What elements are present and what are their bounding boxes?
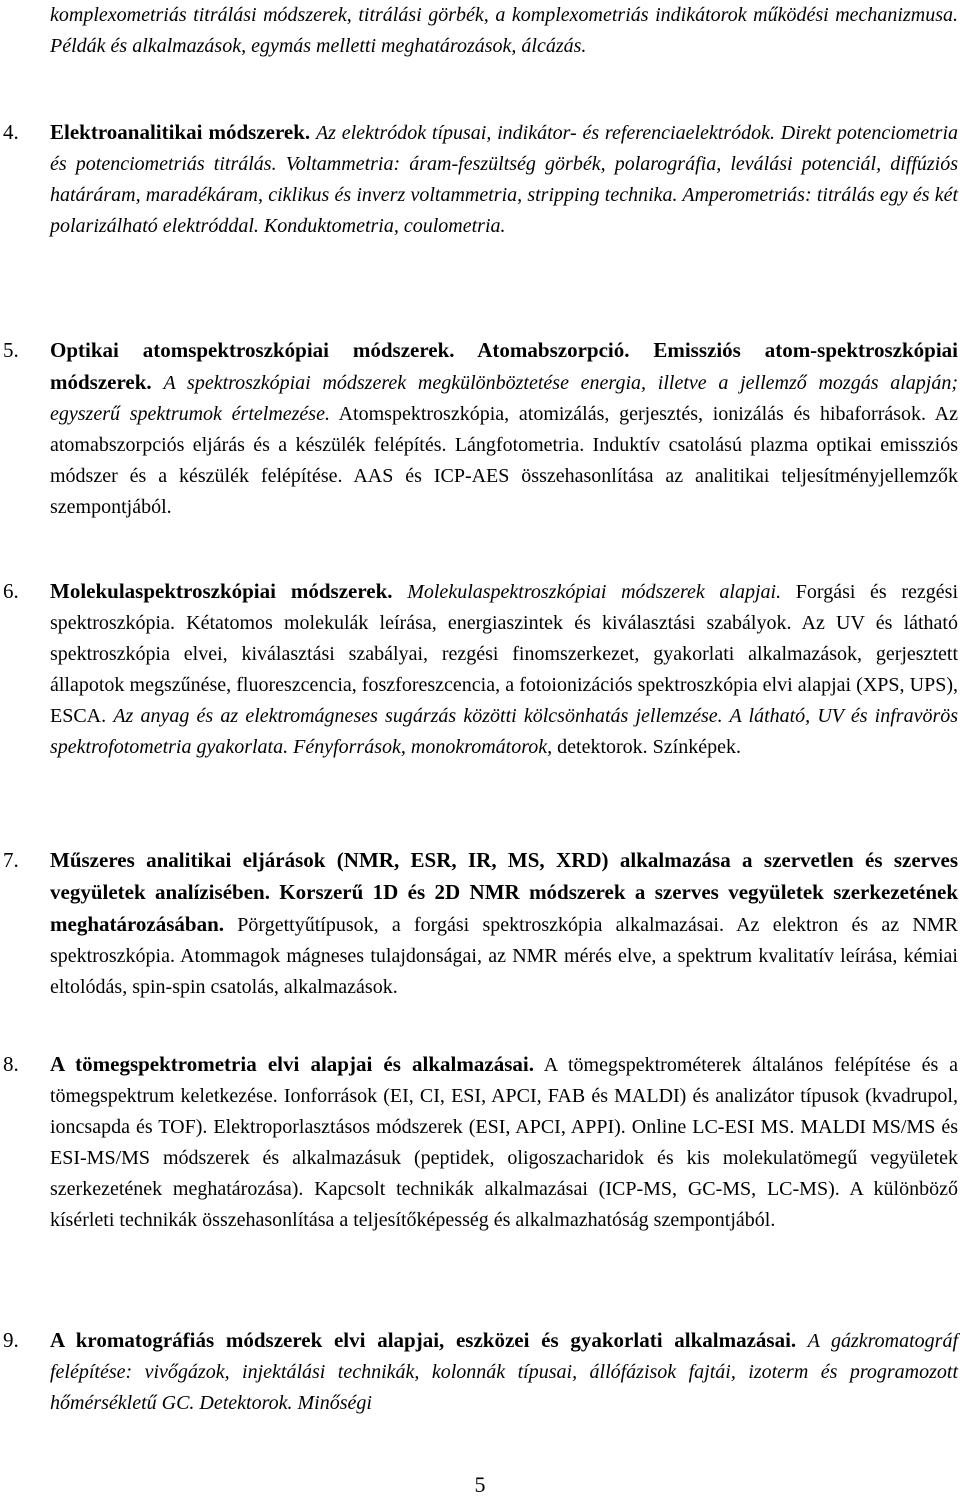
section-heading: Elektroanalitikai módszerek.	[50, 120, 311, 144]
intro-text: komplexometriás titrálási módszerek, titrálási görbék, a komplexometriás indikátorok működési mechanizmusa. Példák és alkalmazások, egymás melletti meghatározások, álcázás.	[50, 4, 958, 57]
section-7	[0, 845, 960, 1003]
page-number: 5	[474, 1472, 486, 1497]
section-8	[0, 1049, 960, 1236]
section-description-italic: Molekulaspektroszkópiai módszerek alapjai.	[407, 581, 782, 603]
section-heading: Optikai atomspektroszkópiai módszerek. Atomabszorpció. Emissziós atom-spektroszkópiai módszerek.	[50, 338, 958, 394]
section-description-2: detektorok. Színképek.	[557, 736, 741, 758]
section-6	[0, 576, 960, 763]
section-description: Atomspektroszkópia, atomizálás, gerjesztés, ionizálás és hibaforrások. Az atomabszorpciós eljárás és a készülék felépítés. Lángfotometria. Induktív csatolású plazma optikai emissziós módszer és a készülék felépítése. AAS és ICP-AES összehasonlítása az analitikai teljesítményjellemzők szempontjából.	[50, 403, 958, 518]
section-number: 4.	[3, 120, 19, 144]
section-9	[0, 1325, 960, 1419]
section-4	[0, 117, 960, 242]
section-number: 6.	[3, 579, 19, 603]
section-number: 8.	[3, 1052, 19, 1076]
section-number: 9.	[3, 1328, 19, 1352]
section-heading: Molekulaspektroszkópiai módszerek.	[50, 579, 393, 603]
section-description: Pörgettyűtípusok, a forgási spektroszkópia alkalmazásai. Az elektron és az NMR spektroszkópia. Atommagok mágneses tulajdonságai, az NMR mérés elve, a spektrum kvalitatív leírása, kémiai eltolódás, spin-spin csatolás, alkalmazások.	[50, 914, 959, 998]
section-5	[0, 335, 960, 523]
section-number: 7.	[3, 848, 19, 872]
section-description: A gázkromatográf felépítése: vivőgázok, injektálási technikák, kolonnák típusai, állófázisok fajtái, izoterm és programozott hőmérsékletű GC. Detektorok. Minőségi	[50, 1330, 958, 1414]
section-heading: A tömegspektrometria elvi alapjai és alkalmazásai.	[50, 1052, 534, 1076]
section-description: Forgási és rezgési spektroszkópia. Kétatomos molekulák leírása, energiaszintek és kiválasztási szabályok. Az UV és látható spektroszkópia elvei, kiválasztási szabályai, rezgési finomszerkezet, gyakorlati alkalmazások, gerjesztett állapotok megszűnése, fluoreszcencia, foszforeszcencia, a fotoionizációs spektroszkópia elvi alapjai (XPS, UPS), ESCA.	[50, 581, 959, 727]
intro-paragraph	[0, 0, 960, 62]
section-description-italic: A spektroszkópiai módszerek megkülönböztetése energia, illetve a jellemző mozgás alapján; egyszerű spektrumok értelmezése.	[50, 372, 959, 425]
section-number: 5.	[3, 338, 19, 362]
section-heading: A kromatográfiás módszerek elvi alapjai, eszközei és gyakorlati alkalmazásai.	[50, 1328, 797, 1352]
section-description: A tömegspektrométerek általános felépítése és a tömegspektrum keletkezése. Ionforrások (EI, CI, ESI, APCI, FAB és MALDI) és analizátor típusok (kvadrupol, ioncsapda és TOF). Elektroporlasztásos módszerek (ESI, APCI, APPI). Online LC-ESI MS. MALDI MS/MS és ESI-MS/MS módszerek és alkalmazásuk (peptidek, oligoszacharidok és kis molekulatömegű vegyületek szerkezetének meghatározása). Kapcsolt technikák alkalmazásai (ICP-MS, GC-MS, LC-MS). A különböző kísérleti technikák összehasonlítása a teljesítőképesség és alkalmazhatóság szempontjából.	[50, 1054, 958, 1231]
section-description: Az elektródok típusai, indikátor- és referenciaelektródok. Direkt potenciometria és potenciometriás titrálás. Voltammetria: áram-feszültség görbék, polarográfia, leválási potenciál, diffúziós határáram, maradékáram, ciklikus és inverz voltammetria, stripping technika. Amperometriás: titrálás egy és két polarizálható elektróddal. Konduktometria, coulometria.	[50, 122, 958, 237]
section-description-italic-2: Az anyag és az elektromágneses sugárzás közötti kölcsönhatás jellemzése. A látható, UV és infravörös spektrofotometria gyakorlata. Fényforrások, monokromátorok,	[50, 705, 959, 758]
section-heading: Műszeres analitikai eljárások (NMR, ESR, IR, MS, XRD) alkalmazása a szervetlen és szerves vegyületek analízisében. Korszerű 1D és 2D NMR módszerek a szerves vegyületek szerkezetének meghatározásában.	[50, 848, 958, 936]
